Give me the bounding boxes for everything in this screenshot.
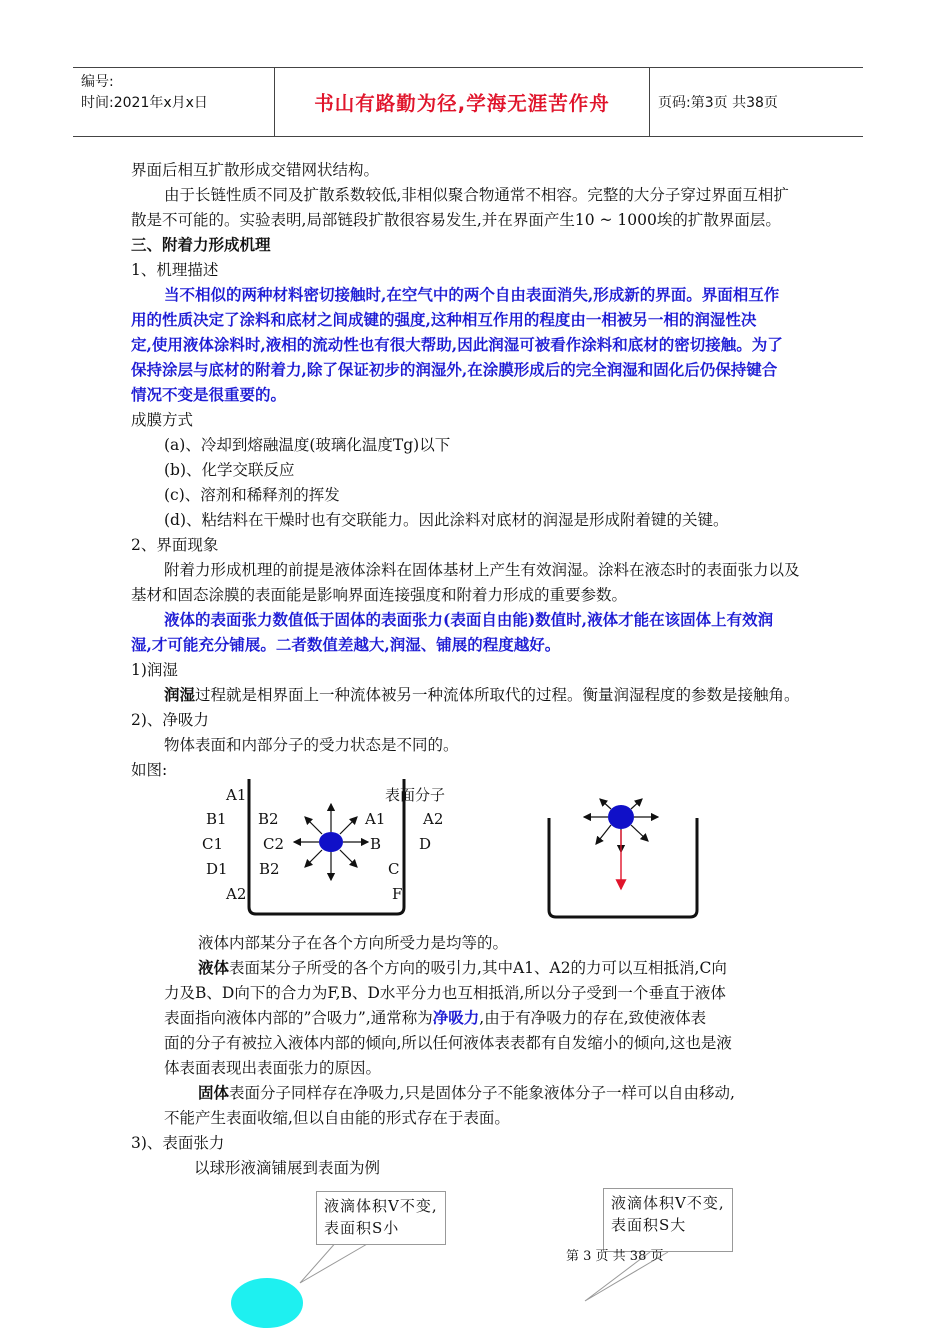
- surface-molecule: [608, 805, 634, 829]
- text-line: 散是不可能的。实验表明,局部链段扩散很容易发生,并在界面产生10 ~ 1000埃的扩散界面层。: [131, 211, 781, 229]
- fig-label: A2: [226, 885, 247, 903]
- header-time-label: 时间:2021年x月x日: [81, 95, 208, 111]
- solid-description: 表面分子同样存在净吸力,只是固体分子不能象液体分子一样可以自由移动,: [229, 1084, 735, 1102]
- text-line: 不能产生表面收缩,但以自由能的形式存在于表面。: [164, 1109, 510, 1127]
- text-line: 如图:: [131, 761, 168, 779]
- fig-label: D: [419, 835, 432, 853]
- text-line: [198, 1081, 735, 1105]
- term-net-attraction: 净吸力: [432, 1008, 480, 1027]
- callout-large-area: 液滴体积V不变,表面积S大: [603, 1188, 733, 1252]
- text-line: 体表面表现出表面张力的原因。: [164, 1059, 382, 1077]
- container-right: [549, 818, 697, 917]
- force-arrow: [631, 825, 648, 841]
- term-wetting: 润湿: [164, 685, 196, 704]
- surface-molecule-label: 表面分子: [385, 786, 446, 804]
- emphasis-line: 定,使用液体涂料时,液相的流动性也有很大帮助,因此润湿可被看作涂料和底材的密切接触。为了: [131, 335, 783, 354]
- text-line: 以球形液滴铺展到表面为例: [194, 1159, 381, 1177]
- subsection-heading: 3)、表面张力: [131, 1134, 225, 1152]
- subsection-heading: 1、机理描述: [131, 261, 219, 279]
- fig-label: B1: [206, 810, 227, 828]
- text-line: [164, 1006, 706, 1030]
- term-liquid: 液体: [198, 958, 230, 977]
- text-line: 基材和固态涂膜的表面能是影响界面连接强度和附着力形成的重要参数。: [131, 586, 628, 604]
- list-item: (b)、化学交联反应: [164, 461, 295, 479]
- liquid-description: 表面某分子所受的各个方向的吸引力,其中A1、A2的力可以互相抵消,C向: [229, 959, 727, 977]
- text-line: [198, 956, 727, 980]
- callout-pointer: [300, 1240, 374, 1283]
- fig-label: C: [388, 860, 400, 878]
- emphasis-line: 保持涂层与底材的附着力,除了保证初步的润湿外,在涂膜形成后的完全润湿和固化后仍保持键合: [131, 360, 778, 379]
- callout-small-area: 液滴体积V不变,表面积S小: [316, 1191, 446, 1245]
- force-arrow: [631, 799, 642, 809]
- fig-label: A2: [423, 810, 444, 828]
- droplet: [231, 1278, 303, 1328]
- force-arrow: [305, 817, 322, 834]
- emphasis-line: 当不相似的两种材料密切接触时,在空气中的两个自由表面消失,形成新的界面。界面相互作: [164, 285, 780, 304]
- emphasis-line: 用的性质决定了涂料和底材之间成键的强度,这种相互作用的程度由一相被另一相的润湿性决: [131, 310, 757, 329]
- emphasis-line: 情况不变是很重要的。: [131, 385, 287, 404]
- emphasis-line: 湿,才可能充分铺展。二者数值差越大,润湿、铺展的程度越好。: [131, 635, 561, 654]
- text-line: 物体表面和内部分子的受力状态是不同的。: [164, 736, 459, 754]
- text-line: 成膜方式: [131, 411, 194, 429]
- header-page-info: 页码:第3页 共38页: [658, 95, 778, 111]
- fig-label: C2: [263, 835, 285, 853]
- fig-label: A1: [365, 810, 386, 828]
- list-item: (c)、溶剂和稀释剂的挥发: [164, 486, 340, 504]
- text-segment: 表面指向液体内部的”合吸力”,通常称为: [164, 1009, 433, 1027]
- interior-molecule: [319, 832, 343, 852]
- header-motto: 书山有路勤为径,学海无涯苦作舟: [274, 68, 650, 136]
- fig-label: A1: [226, 786, 247, 804]
- text-line: 界面后相互扩散形成交错网状结构。: [131, 161, 380, 179]
- emphasis-line: 液体的表面张力数值低于固体的表面张力(表面自由能)数值时,液体才能在该固体上有效润: [164, 610, 774, 629]
- list-item: (d)、粘结料在干燥时也有交联能力。因此涂料对底材的润湿是形成附着键的关键。: [164, 511, 729, 529]
- subsection-heading: 2)、净吸力: [131, 711, 209, 729]
- text-line: 液体内部某分子在各个方向所受力是均等的。: [198, 934, 509, 952]
- force-arrow: [305, 850, 322, 867]
- force-arrow: [600, 799, 611, 809]
- fig-label: B2: [258, 810, 279, 828]
- text-line: 力及B、D向下的合力为F,B、D水平分力也互相抵消,所以分子受到一个垂直于液体: [164, 984, 726, 1002]
- fig-label: B2: [259, 860, 280, 878]
- subsection-heading: 2、界面现象: [131, 536, 219, 554]
- text-line: 面的分子有被拉入液体内部的倾向,所以任何液体表表都有自发缩小的倾向,这也是液: [164, 1034, 732, 1052]
- text-segment: ,由于有净吸力的存在,致使液体表: [479, 1009, 707, 1027]
- header-number-label: 编号:: [81, 74, 114, 90]
- term-solid: 固体: [198, 1083, 230, 1102]
- fig-label: F: [392, 885, 403, 903]
- page-footer: 第 3 页 共 38 页: [566, 1249, 664, 1264]
- subsection-heading: 1)润湿: [131, 661, 178, 679]
- fig-label: B: [370, 835, 382, 853]
- text-line: 由于长链性质不同及扩散系数较低,非相似聚合物通常不相容。完整的大分子穿过界面互相扩: [164, 186, 789, 204]
- force-arrow: [596, 825, 611, 844]
- section-heading: 三、附着力形成机理: [131, 235, 271, 254]
- list-item: (a)、冷却到熔融温度(玻璃化温度Tg)以下: [164, 436, 451, 454]
- fig-label: C1: [202, 835, 224, 853]
- force-arrow: [340, 817, 357, 834]
- text-line: 附着力形成机理的前提是液体涂料在固体基材上产生有效润湿。涂料在液态时的表面张力以及: [164, 561, 800, 579]
- wetting-definition: 过程就是相界面上一种流体被另一种流体所取代的过程。衡量润湿程度的参数是接触角。: [195, 686, 800, 704]
- force-arrow: [340, 850, 357, 867]
- fig-label: D1: [206, 860, 228, 878]
